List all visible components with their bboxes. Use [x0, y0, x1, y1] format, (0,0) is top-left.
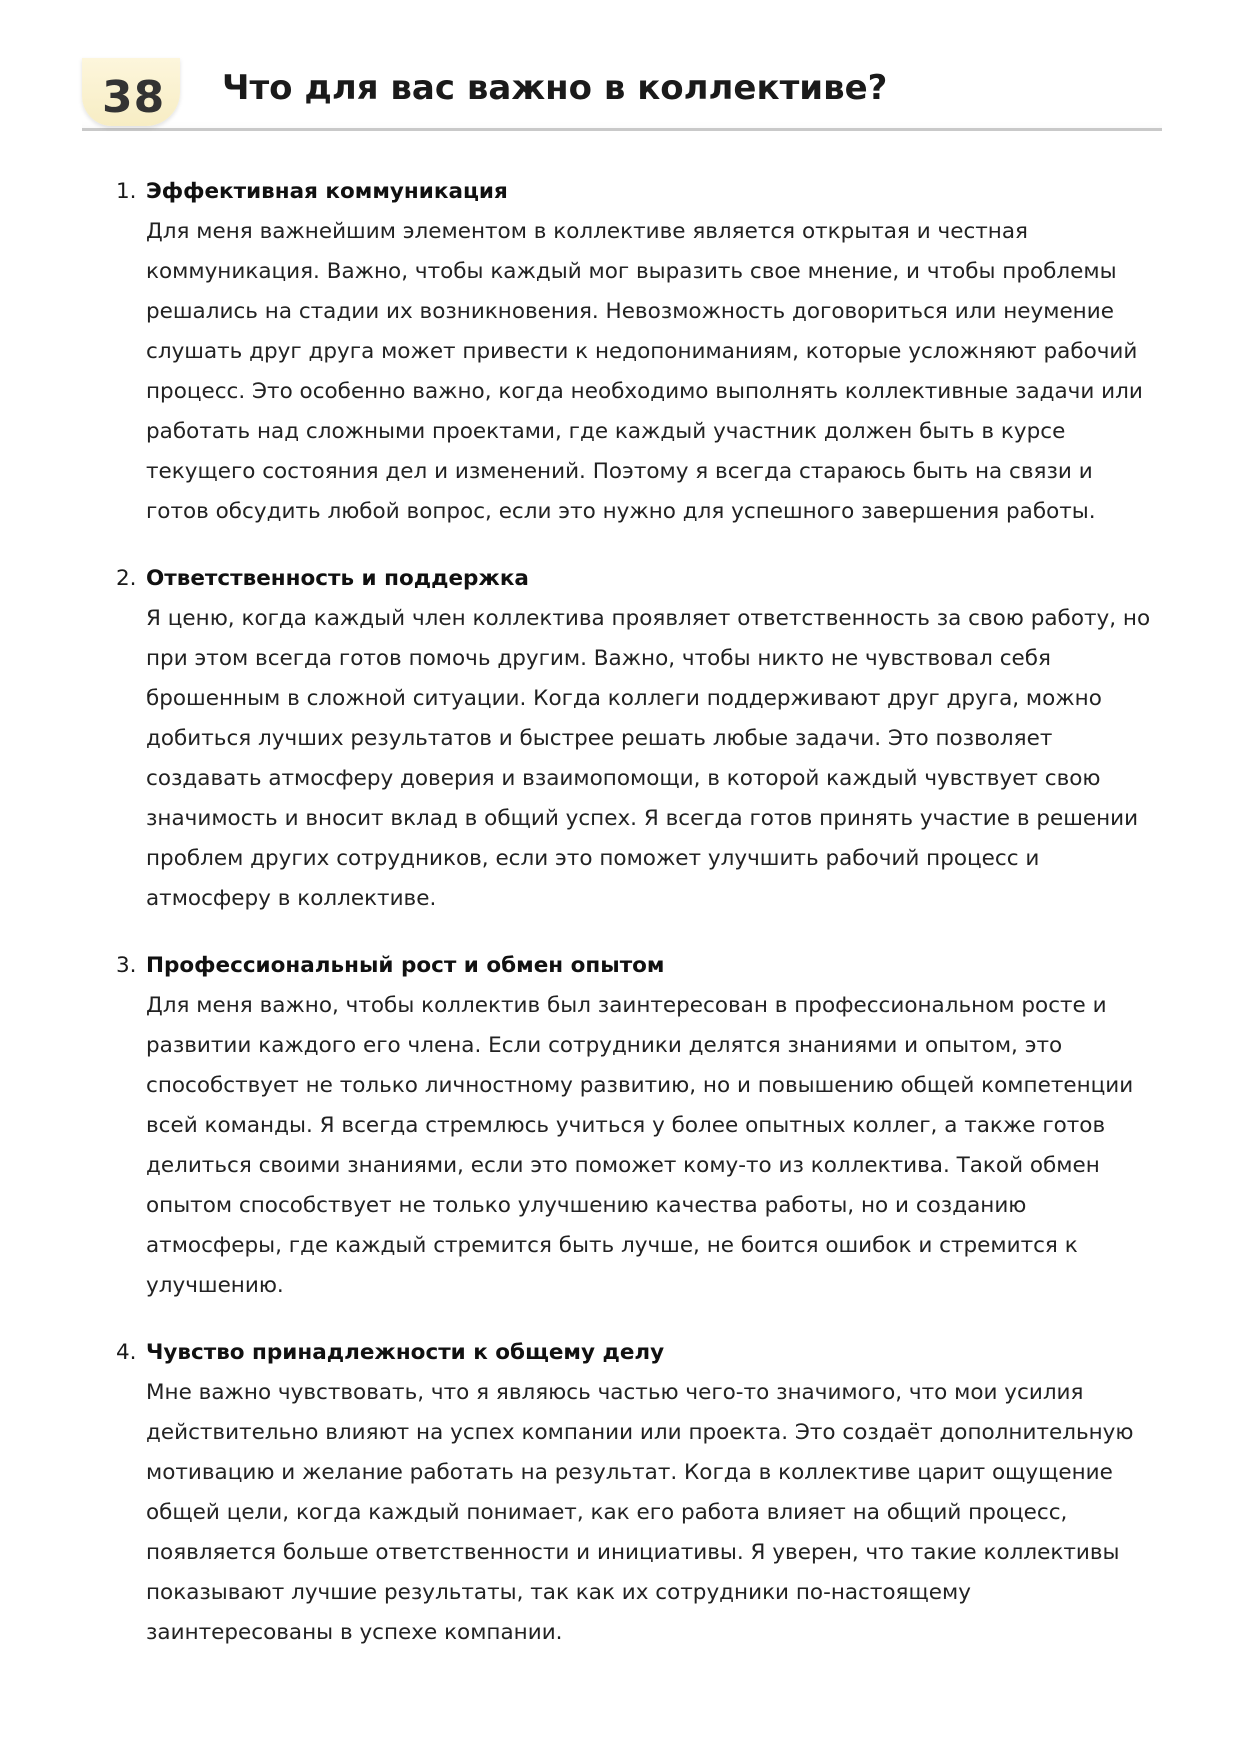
page-number-tab — [82, 58, 180, 126]
list-item — [116, 946, 1166, 1306]
list-item-paragraph — [146, 1373, 1166, 1653]
text-line: работать над сложными проектами, где каждый участник должен быть в курсе — [146, 419, 1066, 444]
list-item-paragraph — [146, 986, 1166, 1306]
list-item-number: 4. — [116, 1340, 137, 1365]
text-line: опытом способствует не только улучшению качества работы, но и созданию — [146, 1193, 1027, 1218]
list-item-number: 2. — [116, 566, 137, 591]
list-item — [116, 172, 1166, 532]
text-line: атмосферы, где каждый стремится быть лучше, не боится ошибок и стремится к — [146, 1233, 1078, 1258]
text-line: Для меня важно, чтобы коллектив был заинтересован в профессиональном росте и — [146, 993, 1107, 1018]
numbered-list — [116, 172, 1166, 1680]
list-item-number: 1. — [116, 179, 137, 204]
list-item — [116, 1333, 1166, 1653]
text-line: брошенным в сложной ситуации. Когда коллеги поддерживают друг друга, можно — [146, 686, 1102, 711]
text-line: способствует не только личностному развитию, но и повышению общей компетенции — [146, 1073, 1134, 1098]
list-item — [116, 559, 1166, 919]
list-item-number: 3. — [116, 953, 137, 978]
page-header — [82, 58, 1162, 131]
text-line: процесс. Это особенно важно, когда необходимо выполнять коллективные задачи или — [146, 379, 1143, 404]
text-line: показывают лучшие результаты, так как их сотрудники по-настоящему — [146, 1580, 971, 1605]
text-line: слушать друг друга может привести к недопониманиям, которые усложняют рабочий — [146, 339, 1138, 364]
text-line: решались на стадии их возникновения. Невозможность договориться или неумение — [146, 299, 1114, 324]
text-line: Мне важно чувствовать, что я являюсь частью чего-то значимого, что мои усилия — [146, 1380, 1084, 1405]
text-line: действительно влияют на успех компании или проекта. Это создаёт дополнительную — [146, 1420, 1134, 1445]
text-line: коммуникация. Важно, чтобы каждый мог выразить свое мнение, и чтобы проблемы — [146, 259, 1117, 284]
text-line: улучшению. — [146, 1273, 284, 1298]
text-line: развитии каждого его члена. Если сотрудники делятся знаниями и опытом, это — [146, 1033, 1063, 1058]
list-item-paragraph — [146, 599, 1166, 919]
list-item-heading: Профессиональный рост и обмен опытом — [146, 953, 665, 978]
text-line: Для меня важнейшим элементом в коллективе является открытая и честная — [146, 219, 1028, 244]
page-number: 38 — [102, 72, 166, 123]
list-item-paragraph — [146, 212, 1166, 532]
text-line: всей команды. Я всегда стремлюсь учиться у более опытных коллег, а также готов — [146, 1113, 1106, 1138]
list-item-heading: Эффективная коммуникация — [146, 179, 508, 204]
text-line: появляется больше ответственности и инициативы. Я уверен, что такие коллективы — [146, 1540, 1120, 1565]
text-line: заинтересованы в успехе компании. — [146, 1620, 563, 1645]
text-line: при этом всегда готов помочь другим. Важно, чтобы никто не чувствовал себя — [146, 646, 1051, 671]
text-line: атмосферу в коллективе. — [146, 886, 437, 911]
text-line: мотивацию и желание работать на результат. Когда в коллективе царит ощущение — [146, 1460, 1113, 1485]
text-line: готов обсудить любой вопрос, если это нужно для успешного завершения работы. — [146, 499, 1096, 524]
list-item-heading: Ответственность и поддержка — [146, 566, 529, 591]
text-line: добиться лучших результатов и быстрее решать любые задачи. Это позволяет — [146, 726, 1053, 751]
list-item-heading: Чувство принадлежности к общему делу — [146, 1340, 665, 1365]
text-line: Я ценю, когда каждый член коллектива проявляет ответственность за свою работу, но — [146, 606, 1151, 631]
page-title: Что для вас важно в коллективе? — [222, 68, 888, 108]
text-line: делиться своими знаниями, если это поможет кому-то из коллектива. Такой обмен — [146, 1153, 1100, 1178]
text-line: текущего состояния дел и изменений. Поэтому я всегда стараюсь быть на связи и — [146, 459, 1093, 484]
text-line: общей цели, когда каждый понимает, как его работа влияет на общий процесс, — [146, 1500, 1068, 1525]
text-line: проблем других сотрудников, если это поможет улучшить рабочий процесс и — [146, 846, 1040, 871]
text-line: значимость и вносит вклад в общий успех. Я всегда готов принять участие в решении — [146, 806, 1139, 831]
text-line: создавать атмосферу доверия и взаимопомощи, в которой каждый чувствует свою — [146, 766, 1101, 791]
